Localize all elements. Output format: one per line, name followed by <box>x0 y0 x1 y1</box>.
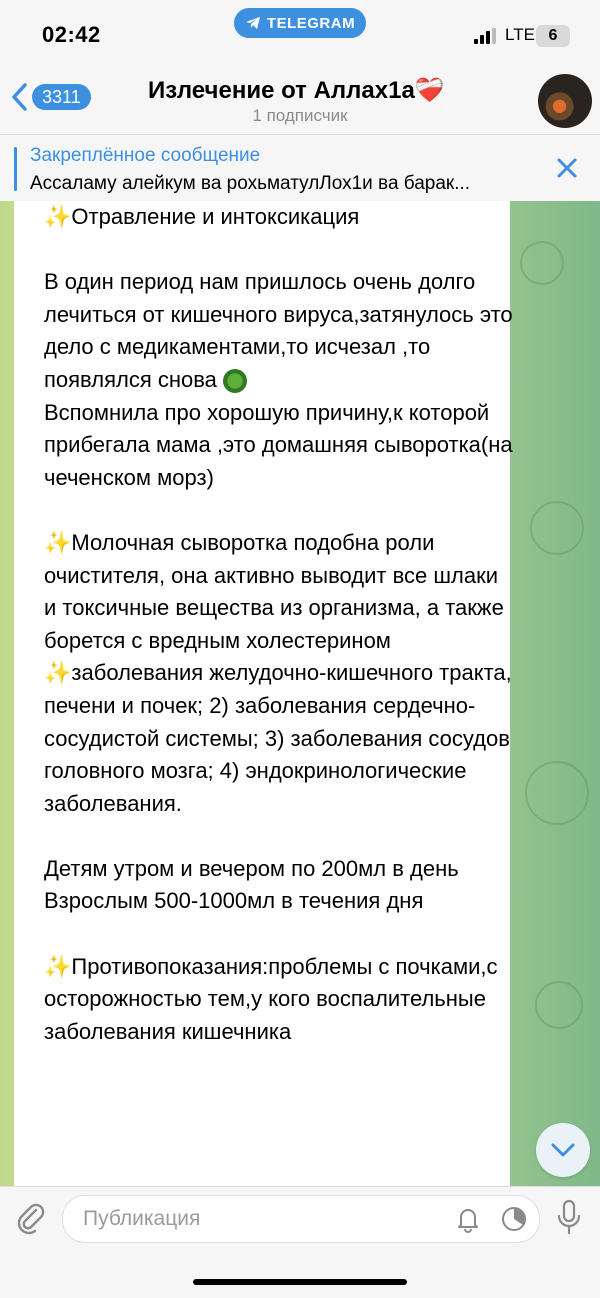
channel-avatar[interactable] <box>538 74 592 128</box>
telegram-plane-icon <box>245 16 261 30</box>
pinned-label: Закреплённое сообщение <box>30 145 261 166</box>
chat-header <box>0 66 600 134</box>
home-indicator <box>193 1279 407 1285</box>
message-text <box>44 201 519 1048</box>
background-doodle <box>530 501 584 555</box>
message-paragraph: заболевания желудочно-кишечного тракта, печени и почек; 2) заболевания сердечно-сосудистой системы; 3) заболевания сосудов головного мозга; 4) эндокринологические заболевания. <box>44 660 518 816</box>
message-paragraph: Отравление и интоксикация <box>71 204 360 229</box>
signal-icon <box>474 28 496 44</box>
chevron-down-icon <box>550 1142 576 1158</box>
pinned-indicator <box>14 147 17 191</box>
message-paragraph: Детям утром и вечером по 200мл в день <box>44 855 459 881</box>
status-bar <box>0 0 600 66</box>
pinned-text: Ассаламу алейкум ва рохьматулЛох1и ва барак... <box>30 173 471 194</box>
sparkles-icon: ✨ <box>44 529 72 555</box>
telegram-pill-label: TELEGRAM <box>266 14 356 32</box>
pinned-message-bar[interactable] <box>0 134 600 202</box>
unread-count-badge: 3311 <box>32 84 91 110</box>
message-paragraph: Вспомнила про хорошую причину,к которой прибегала мама ,это домашняя сыворотка(на чеченском морз) <box>44 399 519 490</box>
message-paragraph: Взрослым 500-1000мл в течения дня <box>44 888 424 914</box>
bell-icon[interactable] <box>453 1204 483 1234</box>
network-label: LTE <box>505 25 535 44</box>
chat-area[interactable] <box>0 201 600 1186</box>
message-paragraph: Молочная сыворотка подобна роли очистителя, она активно выводит все шлаки и токсичные вещества из организма, а также борется с вредным холестерином <box>44 529 510 653</box>
timer-icon[interactable] <box>499 1204 529 1234</box>
status-time: 02:42 <box>42 22 101 47</box>
channel-subtitle: 1 подписчик <box>252 106 348 125</box>
message-paragraph: Противопоказания:проблемы с почками,с осторожностью тем,у кого воспалительные заболевания кишечника <box>44 953 504 1044</box>
message-input[interactable] <box>81 1206 445 1232</box>
microphone-icon[interactable] <box>554 1199 584 1237</box>
background-doodle <box>520 241 564 285</box>
virus-icon <box>223 369 247 393</box>
message-bubble[interactable] <box>14 201 519 1186</box>
close-icon[interactable] <box>554 155 580 181</box>
background-doodle <box>535 981 583 1029</box>
sparkles-icon: ✨ <box>44 660 72 686</box>
background-doodle <box>525 761 589 825</box>
scroll-down-button[interactable] <box>536 1123 590 1177</box>
sparkles-icon: ✨ <box>44 204 72 229</box>
sparkles-icon: ✨ <box>44 953 72 979</box>
message-paragraph: В один период нам пришлось очень долго лечиться от кишечного вируса,затянулось это дело с медикаментами,то исчезал ,то появлялся снова <box>44 269 519 392</box>
channel-title[interactable]: Излечение от Аллах1а❤️‍🩹 <box>148 77 445 104</box>
paperclip-icon[interactable] <box>14 1201 48 1235</box>
telegram-pill[interactable] <box>234 8 366 38</box>
message-field[interactable] <box>62 1195 540 1243</box>
battery-indicator: 6 <box>536 25 570 47</box>
compose-bar <box>0 1186 600 1298</box>
